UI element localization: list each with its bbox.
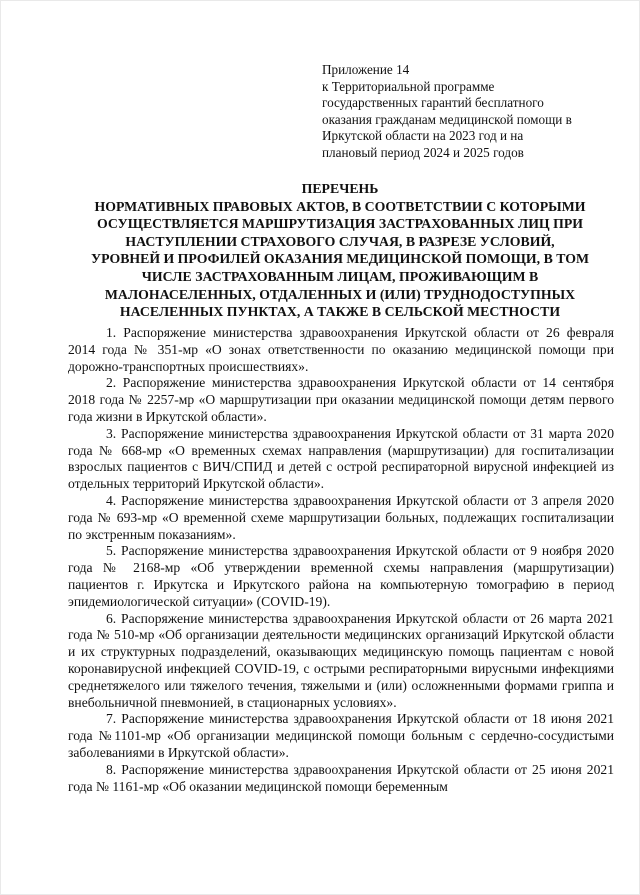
appendix-line: плановый период 2024 и 2025 годов: [322, 144, 524, 160]
title-line: НАСТУПЛЕНИИ СТРАХОВОГО СЛУЧАЯ, В РАЗРЕЗЕ УСЛОВИЙ,: [125, 233, 555, 249]
list-item-text: 1. Распоряжение министерства здравоохранения Иркутской области от 26 февраля 2014 года № 351-мр «О зонах ответственности по оказанию медицинской помощи при дорожно-транспортных происшествиях».: [68, 325, 614, 374]
list-item-text: 4. Распоряжение министерства здравоохранения Иркутской области от 3 апреля 2020 года № 693-мр «О временной схеме маршрутизации больных, подлежащих госпитализации по экстренным показаниям».: [68, 492, 614, 542]
appendix-line: к Территориальной программе: [322, 78, 495, 94]
list-item-text: 8. Распоряжение министерства здравоохранения Иркутской области от 25 июня 2021 года № 1161-мр «Об оказании медицинской помощи беременным: [68, 761, 614, 794]
list-item: [68, 426, 614, 493]
list-item-text: 2. Распоряжение министерства здравоохранения Иркутской области от 14 сентября 2018 года № 2257-мр «О маршрутизации при оказании медицинской помощи детям первого года жизни в Иркутской области».: [68, 375, 614, 424]
list-item: [68, 543, 614, 610]
appendix-line: Приложение 14: [322, 62, 410, 77]
appendix-line: оказания гражданам медицинской помощи в: [322, 111, 572, 127]
list-item-text: 7. Распоряжение министерства здравоохранения Иркутской области от 18 июня 2021 года №1101-мр «Об организации медицинской помощи больным с сердечно-сосудистыми заболеваниями в Иркутской области».: [68, 711, 614, 760]
list-item: [68, 611, 614, 712]
title-line: НОРМАТИВНЫХ ПРАВОВЫХ АКТОВ, В СООТВЕТСТВИИ С КОТОРЫМИ: [94, 198, 586, 214]
title-line: НАСЕЛЕННЫХ ПУНКТАХ, А ТАКЖЕ В СЕЛЬСКОЙ МЕСТНОСТИ: [119, 304, 561, 320]
list-item: [68, 762, 614, 796]
list-item: [68, 711, 614, 761]
document-title: [52, 180, 628, 321]
title-line: ОСУЩЕСТВЛЯЕТСЯ МАРШРУТИЗАЦИЯ ЗАСТРАХОВАННЫХ ЛИЦ ПРИ: [96, 216, 583, 232]
appendix-reference: [322, 62, 622, 162]
title-line: ЧИСЛЕ ЗАСТРАХОВАННЫМ ЛИЦАМ, ПРОЖИВАЮЩИМ В: [141, 268, 539, 284]
title-line: ПЕРЕЧЕНЬ: [301, 181, 379, 196]
document-body: [68, 325, 614, 795]
list-item-text: 3. Распоряжение министерства здравоохранения Иркутской области от 31 марта 2020 года № 668-мр «О временных схемах направления (маршрутизации) для госпитализации взрослых пациентов с ВИЧ/СПИД и детей с острой респираторной вирусной инфекцией из отдельных территорий Иркутской области».: [68, 425, 614, 492]
list-item: [68, 493, 614, 543]
list-item-text: 5. Распоряжение министерства здравоохранения Иркутской области от 9 ноября 2020 года № 2168-мр «Об утверждении временной схемы направления (маршрутизации) пациентов г. Иркутска и Иркутского района на компьютерную томографию в период эпидемиологической ситуации» (COVID-19).: [68, 543, 614, 609]
title-line: УРОВНЕЙ И ПРОФИЛЕЙ ОКАЗАНИЯ МЕДИЦИНСКОЙ ПОМОЩИ, В ТОМ: [90, 251, 589, 267]
list-item-text: 6. Распоряжение министерства здравоохранения Иркутской области от 26 марта 2021 года № 510-мр «Об организации деятельности медицинских организаций Иркутской области и их структурных подразделений, оказывающих медицинскую помощь пациентам с новой коронавирусной инфекцией COVID-19, с острыми респираторными вирусными инфекциями среднетяжелого или тяжелого течения, тяжелыми и (или) осложненными формами гриппа и внебольничной пневмонией, в стационарных условиях».: [68, 610, 614, 710]
appendix-line: государственных гарантий бесплатного: [322, 95, 544, 111]
list-item: [68, 375, 614, 425]
appendix-line: Иркутской области на 2023 год и на: [322, 128, 524, 144]
title-line: МАЛОНАСЕЛЕННЫХ, ОТДАЛЕННЫХ И (ИЛИ) ТРУДНОДОСТУПНЫХ: [104, 286, 576, 302]
list-item: [68, 325, 614, 375]
